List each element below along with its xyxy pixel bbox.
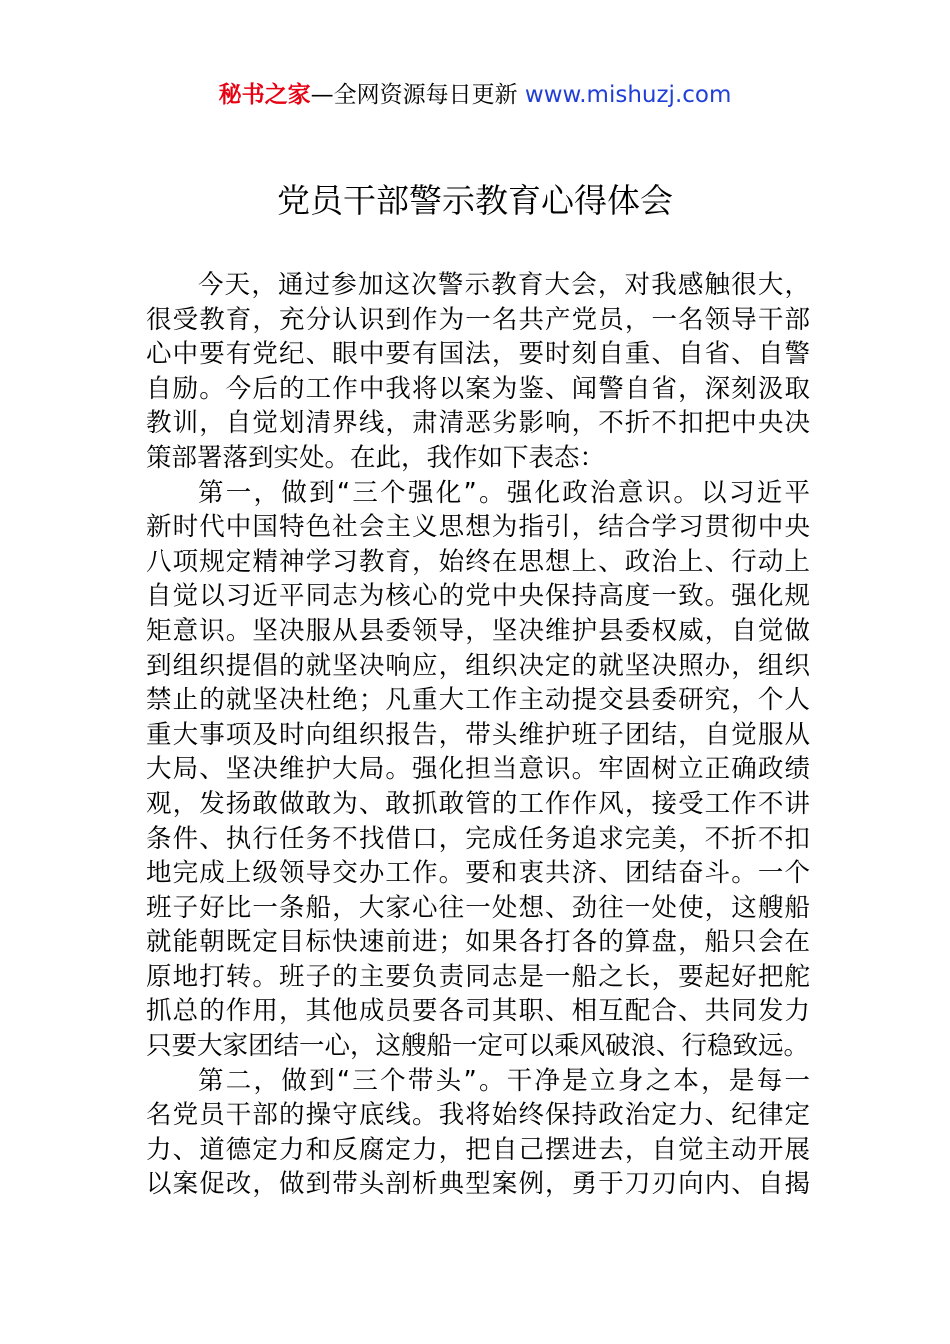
body-line: 力、道德定力和反腐定力，把自己摆进去，自觉主动开展 [146, 1134, 810, 1165]
body-line: 自觉以习近平同志为核心的党中央保持高度一致。强化规 [146, 581, 810, 612]
site-slogan: —全网资源每日更新 [310, 82, 518, 108]
body-line: 到组织提倡的就坚决响应，组织决定的就坚决照办，组织 [146, 650, 810, 681]
body-line: 大局、坚决维护大局。强化担当意识。牢固树立正确政绩 [146, 754, 810, 785]
body-line: 就能朝既定目标快速前进；如果各打各的算盘，船只会在 [146, 927, 810, 958]
document-body [146, 268, 810, 1202]
body-line: 原地打转。班子的主要负责同志是一船之长，要起好把舵 [146, 961, 810, 992]
site-url-link[interactable]: www.mishuzj.com [524, 82, 732, 108]
body-line: 第二，做到“三个带头”。干净是立身之本，是每一 [198, 1065, 810, 1096]
body-line: 地完成上级领导交办工作。要和衷共济、团结奋斗。一个 [146, 858, 810, 889]
body-line: 很受教育，充分认识到作为一名共产党员，一名领导干部 [146, 304, 810, 335]
body-line: 今天，通过参加这次警示教育大会，对我感触很大， [198, 270, 810, 300]
body-line: 班子好比一条船，大家心往一处想、劲往一处使，这艘船 [146, 892, 810, 923]
body-line: 抓总的作用，其他成员要各司其职、相互配合、共同发力 [146, 996, 810, 1027]
site-header [0, 78, 950, 112]
body-line: 新时代中国特色社会主义思想为指引，结合学习贯彻中央 [146, 512, 810, 543]
body-line: 第一，做到“三个强化”。强化政治意识。以习近平 [198, 477, 810, 508]
body-line: 观，发扬敢做敢为、敢抓敢管的工作作风，接受工作不讲 [146, 788, 810, 819]
body-line: 八项规定精神学习教育，始终在思想上、政治上、行动上 [146, 546, 810, 577]
body-line: 名党员干部的操守底线。我将始终保持政治定力、纪律定 [146, 1100, 810, 1131]
body-line: 重大事项及时向组织报告，带头维护班子团结，自觉服从 [146, 719, 810, 750]
body-line: 自励。今后的工作中我将以案为鉴、闻警自省，深刻汲取 [146, 373, 810, 404]
site-brand: 秘书之家 [218, 82, 311, 108]
body-line: 只要大家团结一心，这艘船一定可以乘风破浪、行稳致远。 [146, 1031, 810, 1062]
body-line: 策部署落到实处。在此，我作如下表态： [146, 442, 606, 473]
body-line: 心中要有党纪、眼中要有国法，要时刻自重、自省、自警 [146, 339, 810, 370]
body-line: 条件、执行任务不找借口，完成任务追求完美，不折不扣 [146, 823, 810, 854]
body-line: 教训，自觉划清界线，肃清恶劣影响，不折不扣把中央决 [146, 408, 810, 439]
body-line: 禁止的就坚决杜绝；凡重大工作主动提交县委研究，个人 [146, 685, 810, 716]
document-title: 党员干部警示教育心得体会 [277, 181, 673, 220]
body-line: 以案促改，做到带头剖析典型案例，勇于刀刃向内、自揭 [146, 1169, 810, 1200]
body-line: 矩意识。坚决服从县委领导，坚决维护县委权威，自觉做 [146, 615, 810, 646]
